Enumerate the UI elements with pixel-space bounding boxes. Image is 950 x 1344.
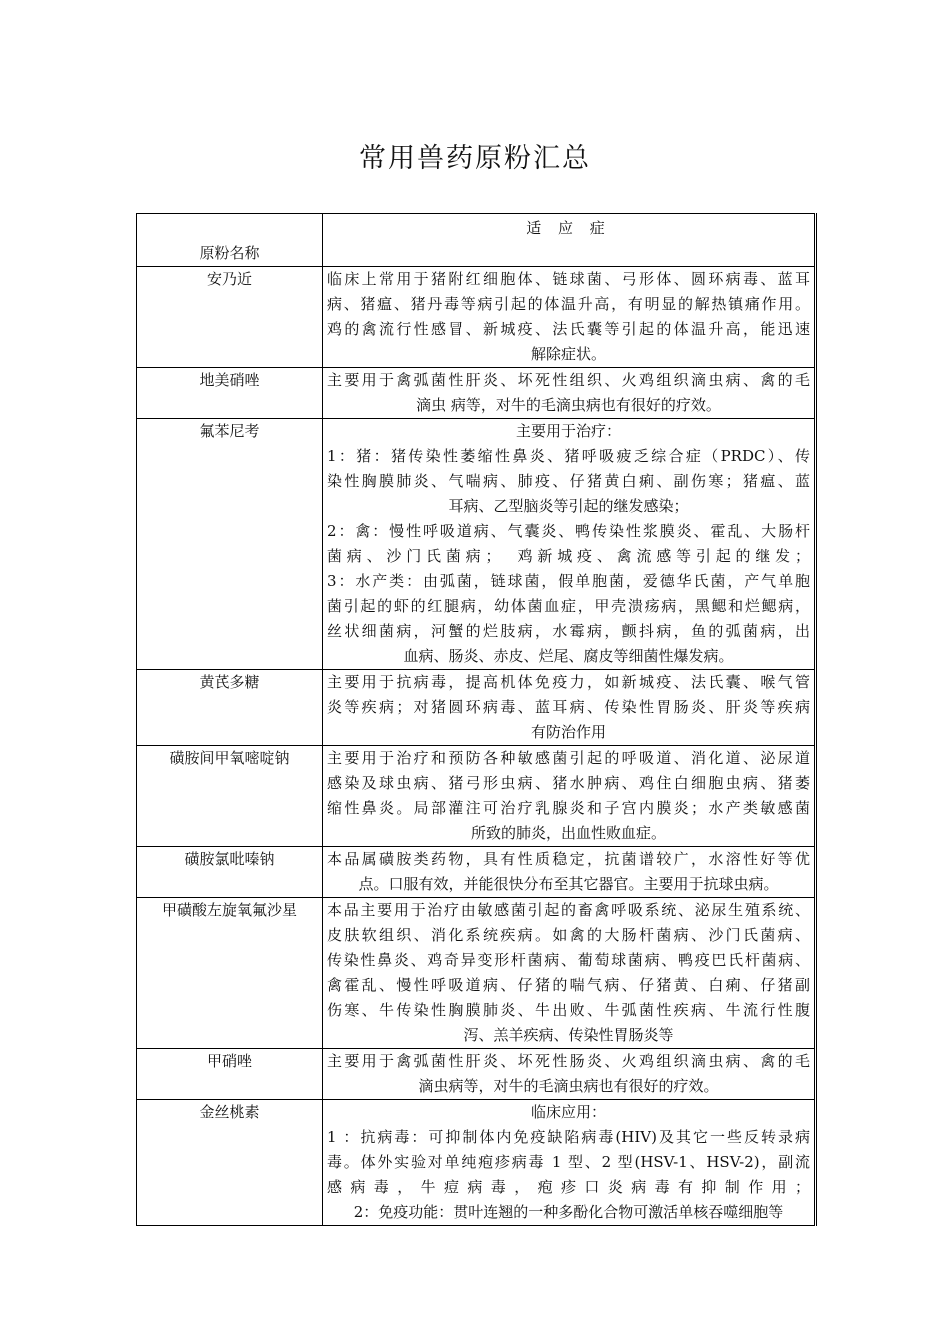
indication-line: 炎等疾病；对猪圆环病毒、蓝耳病、传染性胃肠炎、肝炎等疾病 [327, 698, 810, 716]
table-row [137, 419, 815, 670]
indication-line: 临床应用： [530, 1103, 606, 1121]
indication-cell [323, 1049, 815, 1100]
indication-line: 感染及球虫病、猪弓形虫病、猪水肿病、鸡住白细胞虫病、猪萎 [327, 774, 810, 792]
indication-line: 伤寒、牛传染性胸膜肺炎、牛出败、牛弧菌性疾病、牛流行性腹 [327, 1001, 810, 1019]
drug-name-cell: 磺胺氯吡嗪钠 [137, 847, 323, 898]
indication-line: 染性胸膜肺炎、气喘病、肺疫、仔猪黄白痢、副伤寒；猪瘟、蓝 [327, 472, 810, 490]
drug-table [136, 213, 815, 1226]
indication-cell [323, 419, 815, 670]
indication-line: 菌病、沙门氏菌病； 鸡新城疫、禽流感等引起的继发； [327, 547, 810, 565]
indication-line: 1 ：抗病毒：可抑制体内免疫缺陷病毒(HIV)及其它一些反转录病 [327, 1128, 810, 1146]
indication-line: 主要用于禽弧菌性肝炎、坏死性组织、火鸡组织滴虫病、禽的毛 [327, 371, 810, 389]
drug-name-cell: 甲磺酸左旋氧氟沙星 [137, 898, 323, 1049]
drug-name-cell: 安乃近 [137, 267, 323, 368]
indication-line: 3：水产类：由弧菌，链球菌，假单胞菌，爱德华氏菌，产气单胞 [327, 572, 810, 590]
indication-cell [323, 847, 815, 898]
indication-line: 本品主要用于治疗由敏感菌引起的畜禽呼吸系统、泌尿生殖系统、 [327, 901, 810, 919]
indication-cell [323, 898, 815, 1049]
indication-cell [323, 267, 815, 368]
indication-line: 丝状细菌病，河蟹的烂肢病，水霉病，颤抖病，鱼的弧菌病，出 [327, 622, 810, 640]
table-row [137, 1100, 815, 1226]
indication-line: 解除症状。 [530, 345, 606, 363]
indication-line: 主要用于禽弧菌性肝炎、坏死性肠炎、火鸡组织滴虫病、禽的毛 [327, 1052, 810, 1070]
indication-line: 点。口服有效，并能很快分布至其它器官。主要用于抗球虫病。 [358, 875, 779, 893]
indication-line: 泻、羔羊疾病、传染性胃肠炎等 [463, 1026, 674, 1044]
indication-line: 耳病、乙型脑炎等引起的继发感染； [448, 497, 689, 515]
header-indication-cell: 适 应 症 [323, 214, 815, 267]
table-row [137, 368, 815, 419]
indication-cell [323, 1100, 815, 1226]
indication-line: 2：免疫功能：贯叶连翘的一种多酚化合物可激活单核吞噬细胞等 [353, 1203, 784, 1221]
table-row [137, 267, 815, 368]
indication-line: 毒。体外实验对单纯疱疹病毒 1 型、2 型(HSV-1、HSV-2)，副流 [327, 1153, 810, 1171]
drug-name-cell: 甲硝唑 [137, 1049, 323, 1100]
table-row [137, 847, 815, 898]
indication-line: 主要用于抗病毒，提高机体免疫力，如新城疫、法氏囊、喉气管 [327, 673, 810, 691]
indication-line: 临床上常用于猪附红细胞体、链球菌、弓形体、圆环病毒、蓝耳 [327, 270, 810, 288]
indication-line: 主要用于治疗： [515, 422, 621, 440]
drug-name-cell: 金丝桃素 [137, 1100, 323, 1226]
table-row [137, 746, 815, 847]
indication-cell [323, 746, 815, 847]
indication-cell [323, 368, 815, 419]
indication-line: 病、猪瘟、猪丹毒等病引起的体温升高，有明显的解热镇痛作用。 [327, 295, 810, 313]
indication-line: 主要用于治疗和预防各种敏感菌引起的呼吸道、消化道、泌尿道 [327, 749, 810, 767]
table-row [137, 898, 815, 1049]
indication-line: 滴虫 病等，对牛的毛滴虫病也有很好的疗效。 [416, 396, 721, 414]
drug-name-cell: 黄芪多糖 [137, 670, 323, 746]
indication-line: 缩性鼻炎。局部灌注可治疗乳腺炎和子宫内膜炎；水产类敏感菌 [327, 799, 810, 817]
indication-line: 所致的肺炎，出血性败血症。 [470, 824, 666, 842]
indication-line: 2：禽：慢性呼吸道病、气囊炎、鸭传染性浆膜炎、霍乱、大肠杆 [327, 522, 810, 540]
indication-line: 传染性鼻炎、鸡奇异变形杆菌病、葡萄球菌病、鸭疫巴氏杆菌病、 [327, 951, 810, 969]
header-name-cell: 原粉名称 [137, 214, 323, 267]
indication-line: 有防治作用 [530, 723, 606, 741]
indication-cell [323, 670, 815, 746]
table-container [136, 213, 817, 1226]
drug-name-cell: 磺胺间甲氧嘧啶钠 [137, 746, 323, 847]
indication-line: 菌引起的虾的红腿病，幼体菌血症，甲壳溃疡病，黑鳃和烂鳃病， [327, 597, 810, 615]
indication-line: 本品属磺胺类药物，具有性质稳定，抗菌谱较广，水溶性好等优 [327, 850, 810, 868]
drug-name-cell: 地美硝唑 [137, 368, 323, 419]
table-row [137, 1049, 815, 1100]
indication-line: 鸡的禽流行性感冒、新城疫、法氏囊等引起的体温升高，能迅速 [327, 320, 810, 338]
indication-line: 滴虫病等，对牛的毛滴虫病也有很好的疗效。 [418, 1077, 719, 1095]
table-row [137, 670, 815, 746]
indication-line: 1：猪：猪传染性萎缩性鼻炎、猪呼吸疲乏综合症（PRDC）、传 [327, 447, 810, 465]
indication-line: 皮肤软组织、消化系统疾病。如禽的大肠杆菌病、沙门氏菌病、 [327, 926, 810, 944]
indication-line: 血病、肠炎、赤皮、烂尾、腐皮等细菌性爆发病。 [403, 647, 734, 665]
indication-line: 感病毒，牛痘病毒，疱疹口炎病毒有抑制作用； [327, 1178, 810, 1196]
indication-line: 禽霍乱、慢性呼吸道病、仔猪的喘气病、仔猪黄、白痢、仔猪副 [327, 976, 810, 994]
table-header-row [137, 214, 815, 267]
drug-name-cell: 氟苯尼考 [137, 419, 323, 670]
page-title: 常用兽药原粉汇总 [359, 143, 591, 174]
